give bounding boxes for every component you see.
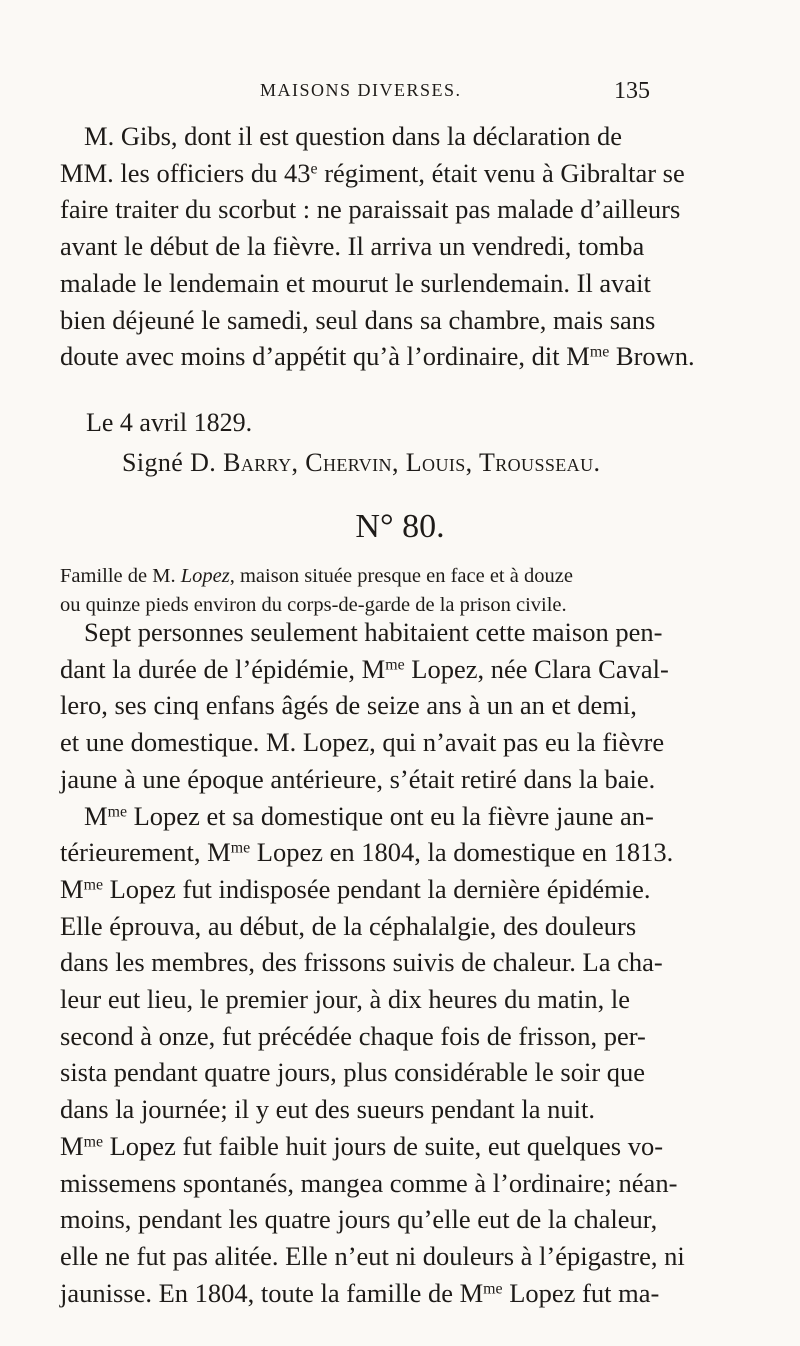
page-number: 135: [614, 78, 650, 104]
text-line: avant le début de la fièvre. Il arriva un vendredi, tomba: [60, 231, 645, 262]
text-line: dant la durée de l’épidémie, $M^{me}$ Lopez, née Clara Caval-: [60, 653, 669, 684]
text-line: térieurement, $M^{me}$ Lopez en 1804, la domestique en 1813.: [60, 837, 674, 868]
caption-line: Famille de M. Lopez, maison située presque en face et à douze: [60, 565, 573, 587]
text-line: Sept personnes seulement habitaient cette maison pen-: [84, 617, 663, 647]
signature-names: Barry, Chervin, Louis, Trousseau.: [223, 448, 601, 477]
text-line: jaune à une époque antérieure, s’était retiré dans la baie.: [60, 763, 656, 794]
text-line: M. Gibs, dont il est question dans la déclaration de: [84, 121, 622, 151]
text-line: sista pendant quatre jours, plus considérable le soir que: [60, 1057, 646, 1088]
signature-prefix: Signé D.: [122, 448, 224, 477]
text-line: Elle éprouva, au début, de la céphalalgie, des douleurs: [60, 910, 637, 941]
signature-line: [122, 448, 600, 478]
text-line: malade le lendemain et mourut le surlendemain. Il avait: [60, 267, 651, 298]
text-line: missemens spontanés, mangea comme à l’ordinaire; néan-: [60, 1167, 678, 1198]
text-line: elle ne fut pas alitée. Elle n’eut ni douleurs à l’épigastre, ni: [60, 1240, 685, 1271]
caption-line: ou quinze pieds environ du corps-de-garde de la prison civile.: [60, 594, 567, 616]
text-line: $M^{me}$ Lopez et sa domestique ont eu la fièvre jaune an-: [84, 800, 654, 831]
page-header: [260, 80, 650, 110]
text-line: MM. les officiers du 43e régiment, était venu à Gibraltar se: [60, 157, 685, 188]
paragraph-lopez: [60, 614, 738, 1311]
text-line: dans les membres, des frissons suivis de chaleur. La cha-: [60, 947, 663, 978]
text-line: jaunisse. En 1804, toute la famille de $M^{me}$ Lopez fut ma-: [60, 1277, 660, 1308]
text-line: $M^{me}$ Lopez fut faible huit jours de suite, eut quelques vo-: [60, 1130, 664, 1161]
text-line: doute avec moins d’appétit qu’à l’ordinaire, dit $M^{me}$ Brown.: [60, 341, 695, 372]
running-title: MAISONS DIVERSES.: [260, 80, 462, 100]
paragraph-gibs: [60, 118, 738, 375]
text-line: faire traiter du scorbut : ne paraissait pas malade d’ailleurs: [60, 194, 681, 225]
date-line: Le 4 avril 1829.: [86, 408, 253, 437]
text-line: $M^{me}$ Lopez fut indisposée pendant la dernière épidémie.: [60, 873, 651, 904]
text-line: bien déjeuné le samedi, seul dans sa chambre, mais sans: [60, 304, 656, 335]
text-line: moins, pendant les quatre jours qu’elle eut de la chaleur,: [60, 1204, 658, 1235]
text-line: second à onze, fut précédée chaque fois de frisson, per-: [60, 1020, 646, 1051]
section-caption: [60, 562, 740, 620]
text-line: leur eut lieu, le premier jour, à dix heures du matin, le: [60, 984, 630, 1015]
text-line: lero, ses cinq enfans âgés de seize ans à un an et demi,: [60, 690, 637, 721]
text-line: dans la journée; il y eut des sueurs pendant la nuit.: [60, 1094, 596, 1125]
text-line: et une domestique. M. Lopez, qui n’avait pas eu la fièvre: [60, 727, 665, 758]
section-number: N° 80.: [355, 508, 445, 545]
